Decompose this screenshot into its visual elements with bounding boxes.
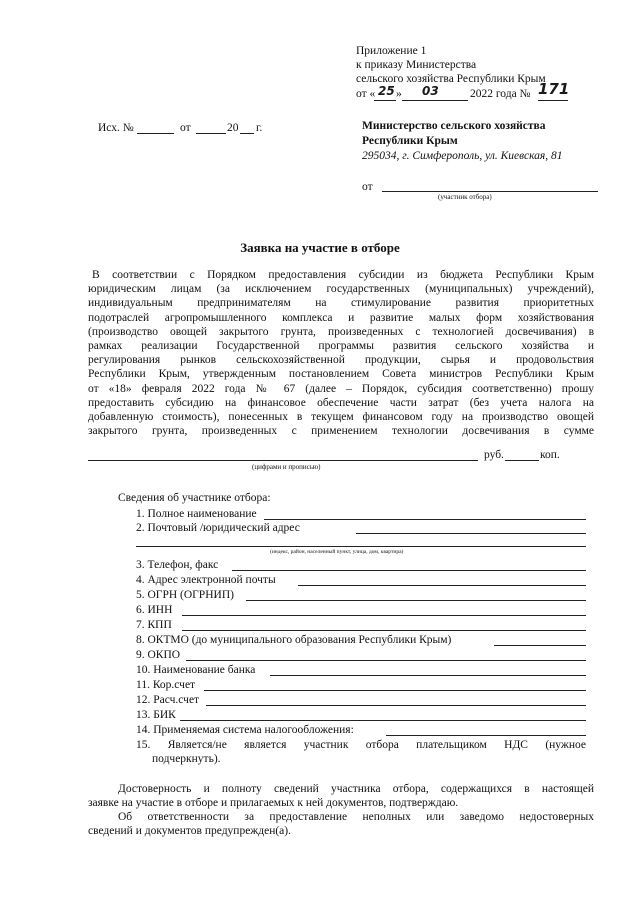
oktmo-line — [494, 645, 586, 646]
address-caption: (индекс, район, населенный пункт, улица, дом, квартира) — [270, 549, 404, 555]
kop-label: коп. — [540, 449, 560, 461]
document-title: Заявка на участие в отборе — [240, 240, 400, 255]
address-continuation-line — [136, 546, 586, 547]
email-line — [298, 585, 586, 586]
intro-line: Республики Крым, утвержденным постановлением Совета министров Республики Крым — [88, 368, 594, 381]
intro-line: предоставить субсидию на финансовое обеспечение части затрат (без учета налога на — [88, 396, 594, 409]
participant-heading: Сведения об участнике отбора: — [118, 492, 271, 504]
appendix-date-close: » — [396, 88, 402, 100]
ogrn-line — [246, 600, 586, 601]
field-kpp: 7. КПП — [136, 619, 172, 631]
full-name-line — [264, 519, 586, 520]
okpo-line — [186, 660, 586, 661]
recipient-line-1: Министерство сельского хозяйства — [362, 120, 546, 132]
recipient-from-label: от — [362, 181, 373, 193]
appendix-line-3: сельского хозяйства Республики Крым — [356, 73, 546, 85]
field-settlement-account: 12. Расч.счет — [136, 694, 200, 706]
day-underline — [374, 100, 396, 101]
field-postal-address: 2. Почтовый /юридический адрес — [136, 522, 300, 534]
participant-caption: (участник отбора) — [438, 193, 492, 201]
outgoing-label: Исх. № — [98, 122, 134, 134]
outgoing-number-line — [137, 133, 174, 134]
field-tax-system: 14. Применяемая система налогообложения: — [136, 724, 354, 736]
order-number-handwritten: 171 — [538, 80, 570, 98]
field-email: 4. Адрес электронной почты — [136, 574, 276, 586]
amount-caption: (цифрами и прописью) — [252, 463, 321, 471]
outgoing-date-line — [196, 133, 226, 134]
recipient-line-2: Республики Крым — [362, 135, 458, 147]
inn-line — [182, 615, 586, 616]
field-full-name: 1. Полное наименование — [136, 508, 257, 520]
field-oktmo: 8. ОКТМО (до муниципального образования Республики Крым) — [136, 634, 452, 646]
field-bank-name: 10. Наименование банка — [136, 664, 256, 676]
appendix-line-2: к приказу Министерства — [356, 59, 477, 71]
field-corr-account: 11. Кор.счет — [136, 679, 196, 691]
intro-paragraph — [88, 268, 594, 438]
settlement-account-line — [206, 705, 586, 706]
field-vat-payer: 15. Является/не является участник отбора плательщиком НДС (нужное — [136, 739, 586, 751]
intro-line: индивидуальным предпринимателям на стимулирование развития приоритетных — [88, 297, 594, 310]
kpp-line — [182, 630, 586, 631]
intro-line: рамках реализации Государственной программы развития сельского хозяйства и — [88, 339, 594, 352]
outgoing-year: 20 — [227, 122, 239, 134]
appendix-date-year: 2022 года № — [470, 88, 531, 100]
intro-line: закрытого грунта, произведенных с применением технологии досвечивания в сумме — [88, 425, 594, 438]
date-month-handwritten: 03 — [422, 84, 439, 98]
appendix-date-prefix: от « — [356, 88, 376, 100]
date-day-handwritten: 25 — [378, 84, 395, 98]
field-vat-payer-continued: подчеркнуть). — [152, 753, 221, 765]
kopeck-line — [505, 460, 539, 461]
closing-p1-line2: заявке на участие в отборе и прилагаемых к ней документов, подтверждаю. — [88, 797, 459, 809]
intro-line: регулирования рынков сельскохозяйственной продукции, сырья и продовольствия — [88, 354, 594, 367]
closing-p2-line2: сведений и документов предупрежден(а). — [88, 825, 291, 837]
field-ogrn: 5. ОГРН (ОГРНИП) — [136, 589, 234, 601]
month-underline — [402, 100, 468, 101]
outgoing-from: от — [180, 122, 191, 134]
appendix-line-1: Приложение 1 — [356, 45, 427, 57]
phone-line — [232, 570, 586, 571]
bank-name-line — [270, 675, 586, 676]
intro-line: подотраслей агропромышленного комплекса и развитие малых форм хозяйствования — [88, 311, 594, 324]
postal-address-line — [356, 533, 586, 534]
participant-name-line — [382, 191, 598, 192]
field-bik: 13. БИК — [136, 709, 176, 721]
closing-p2-line1: Об ответственности за предоставление неполных или заведомо недостоверных — [118, 811, 594, 823]
field-inn: 6. ИНН — [136, 604, 173, 616]
amount-line — [88, 460, 478, 461]
corr-account-line — [204, 690, 586, 691]
field-okpo: 9. ОКПО — [136, 649, 181, 661]
intro-line: юридическим лицам (за исключением государственных (муниципальных) учреждений), — [88, 283, 594, 296]
intro-line: от «18» февраля 2022 года № 67 (далее – Порядок, субсидия соответственно) прошу — [88, 382, 594, 395]
rub-label: руб. — [484, 449, 504, 461]
bik-line — [180, 720, 586, 721]
intro-line: добавленную стоимость), понесенных в текущем финансовом году на производство овощей — [88, 410, 594, 423]
number-underline — [538, 100, 568, 101]
intro-line: (производство овощей закрытого грунта, произведенных с технологией досвечивания) в — [88, 325, 594, 338]
field-phone-fax: 3. Телефон, факс — [136, 559, 219, 571]
tax-system-line — [386, 735, 586, 736]
intro-line: В соответствии с Порядком предоставления субсидии из бюджета Республики Крым — [92, 269, 594, 281]
outgoing-year-suffix: г. — [256, 122, 263, 134]
recipient-address: 295034, г. Симферополь, ул. Киевская, 81 — [362, 150, 563, 162]
closing-p1-line1: Достоверность и полноту сведений участника отбора, содержащихся в настоящей — [118, 783, 594, 795]
outgoing-year-line — [240, 133, 254, 134]
